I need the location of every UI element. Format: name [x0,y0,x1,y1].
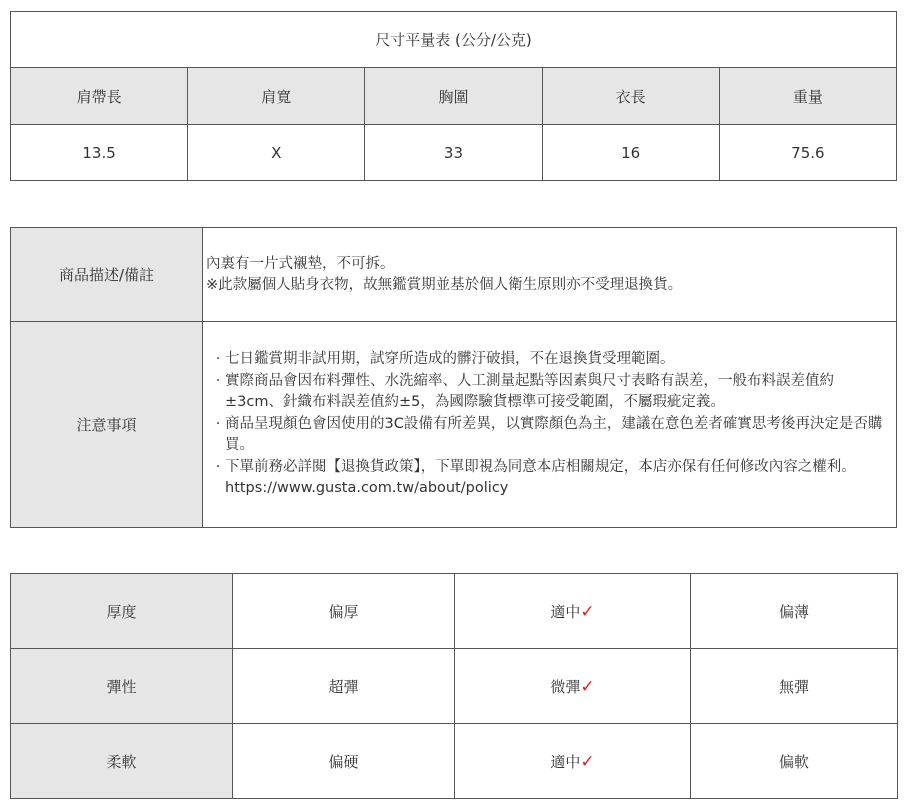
notes-content [203,322,897,528]
feel-option: 偏薄 [691,574,898,649]
feel-option: 偏軟 [691,724,898,799]
note-item: · 下單前務必詳閱【退換貨政策】，下單即視為同意本店相關規定，本店亦保有任何修改內容之權利。https://www.gusta.com.tw/about/policy [211,457,888,500]
value-chest: 33 [365,125,542,181]
feel-option: 適中✓ [455,574,691,649]
feel-option: 偏硬 [233,724,455,799]
feel-option: 無彈 [691,649,898,724]
header-chest: 胸圍 [365,68,542,125]
header-strap-length: 肩帶長 [11,68,188,125]
thickness-label: 厚度 [11,574,233,649]
header-length: 衣長 [542,68,719,125]
notes-list [203,349,896,500]
note-item: · 七日鑑賞期非試用期，試穿所造成的髒汙破損，不在退換貨受理範圍。 [211,349,888,371]
size-table [10,11,897,181]
softness-label: 柔軟 [11,724,233,799]
feel-option: 偏厚 [233,574,455,649]
feel-option: 微彈✓ [455,649,691,724]
check-icon: ✓ [580,601,595,622]
check-icon: ✓ [580,676,595,697]
description-table [10,227,897,528]
header-weight: 重量 [719,68,896,125]
note-item: · 實際商品會因布料彈性、水洗縮率、人工測量起點等因素與尺寸表略有誤差，一般布料誤差值約±3cm、針織布料誤差值約±5，為國際驗貨標準可接受範圍，不屬瑕疵定義。 [211,371,888,414]
description-label: 商品描述/備註 [11,228,203,322]
value-length: 16 [542,125,719,181]
header-shoulder-width: 肩寬 [188,68,365,125]
check-icon: ✓ [580,751,595,772]
value-weight: 75.6 [719,125,896,181]
notes-label: 注意事項 [11,322,203,528]
description-line: 內裏有一片式襯墊，不可拆。 [206,255,395,272]
size-table-title: 尺寸平量表 (公分/公克) [11,12,897,68]
value-strap-length: 13.5 [11,125,188,181]
value-shoulder-width: X [188,125,365,181]
note-item: · 商品呈現顏色會因使用的3C設備有所差異，以實際顏色為主，建議在意色差者確實思考後再決定是否購買。 [211,414,888,457]
elasticity-label: 彈性 [11,649,233,724]
feel-option: 超彈 [233,649,455,724]
description-content [203,228,897,322]
fabric-feel-table [10,573,898,799]
feel-option: 適中✓ [455,724,691,799]
description-line: ※此款屬個人貼身衣物，故無鑑賞期並基於個人衛生原則亦不受理退換貨。 [206,276,683,293]
